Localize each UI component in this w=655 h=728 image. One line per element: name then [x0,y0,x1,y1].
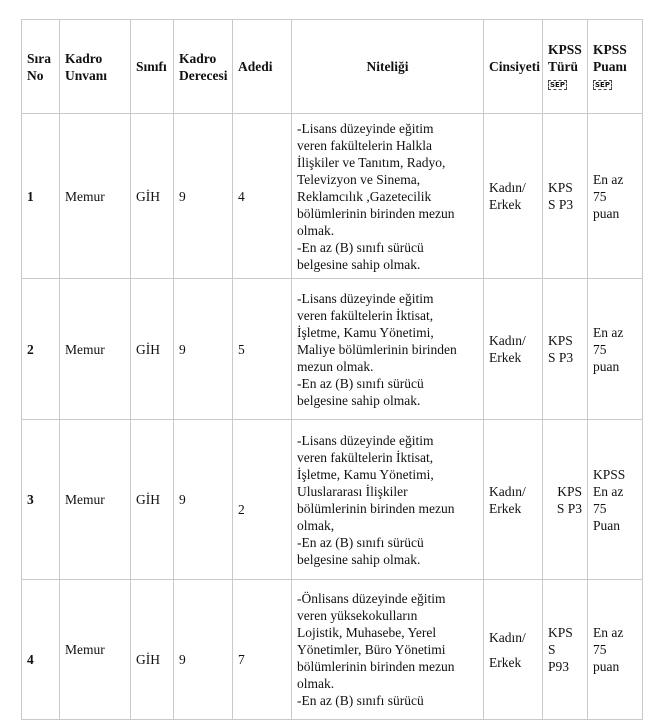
puan-line: En az [593,625,624,640]
niteligi-line: -En az (B) sınıfı sürücü [297,693,424,708]
cell-niteligi [292,580,484,720]
header-cinsiyeti: Cinsiyeti [484,20,543,114]
puan-line: 75 [593,188,607,204]
puan-line: En az [593,324,624,340]
cinsiyet-line: Erkek [489,350,522,365]
puan-line: puan [593,659,620,674]
niteligi-line: -Lisans düzeyinde eğitim [297,120,434,136]
kpss-turu-line: P93 [548,659,570,674]
cinsiyet-line: Kadın/ [489,333,526,348]
cell-sira-no: 1 [22,114,60,279]
kpss-turu-line: S P3 [556,500,582,516]
niteligi-line: mezun olmak. [297,358,374,374]
kpss-turu-line: KPS [557,483,582,499]
cell-kpss-puani [588,114,643,279]
kpss-turu-line: KPS [548,180,573,195]
table-row [22,420,643,580]
header-adedi: Adedi [233,20,292,114]
puan-line: KPSS [593,466,626,482]
cell-adedi: 7 [233,580,292,720]
header-kadro-derecesi: Kadro Derecesi [174,20,233,114]
cinsiyet-line: Erkek [489,500,522,516]
cell-sira-no: 2 [22,279,60,420]
niteligi-line: olmak. [297,222,335,238]
kpss-turu-line: S P3 [548,350,574,365]
cell-derece: 9 [174,114,233,279]
sep-glyph-icon: SEP [550,80,565,89]
cinsiyet-line: Kadın/ [489,483,526,499]
cell-cinsiyet [484,279,543,420]
header-sira-no: Sıra No [22,20,60,114]
table-row [22,114,643,279]
cell-unvan: Memur [60,114,131,279]
positions-table [21,19,643,720]
cinsiyet-line: Erkek [489,654,522,670]
niteligi-line: -En az (B) sınıfı sürücü [297,239,424,255]
cell-cinsiyet [484,420,543,580]
niteligi-line: -En az (B) sınıfı sürücü [297,534,424,550]
puan-line: Puan [593,517,620,533]
cell-adedi: 2 [233,420,292,580]
kpss-turu-line: KPS [548,333,573,348]
cell-sinif: GİH [131,580,174,720]
header-kpss-turu-label: KPSS Türü [548,42,582,74]
header-kpss-puani [588,20,643,114]
cell-kpss-turu [543,114,588,279]
cell-sinif: GİH [131,279,174,420]
niteligi-line: İlişkiler ve Tanıtım, Radyo, [297,154,446,170]
cell-adedi: 4 [233,114,292,279]
puan-line: En az [593,483,624,499]
niteligi-line: bölümlerinin birinden mezun [297,659,455,674]
niteligi-line: bölümlerinin birinden mezun [297,500,455,516]
cell-cinsiyet [484,114,543,279]
niteligi-line: olmak. [297,676,335,691]
niteligi-line: belgesine sahip olmak. [297,551,421,567]
cell-kpss-puani [588,420,643,580]
cell-sinif: GİH [131,114,174,279]
niteligi-line: Lojistik, Muhasebe, Yerel [297,625,437,640]
niteligi-line: Reklamcılık ,Gazetecilik [297,188,432,204]
cinsiyet-line: Kadın/ [489,180,526,195]
cell-unvan: Memur [60,279,131,420]
niteligi-line: Uluslararası İlişkiler [297,483,408,499]
niteligi-line: -En az (B) sınıfı sürücü [297,375,424,391]
cell-kpss-puani [588,580,643,720]
header-row [22,20,643,114]
sep-glyph-icon: SEP [595,80,610,89]
cell-niteligi [292,114,484,279]
puan-line: 75 [593,500,607,516]
header-sinifi: Sınıfı [131,20,174,114]
niteligi-line: veren fakültelerin İktisat, [297,307,434,323]
niteligi-line: Yönetimler, Büro Yönetimi [297,642,446,657]
cell-kpss-puani [588,279,643,420]
niteligi-line: veren fakültelerin İktisat, [297,449,434,465]
cinsiyet-line: Erkek [489,197,522,212]
puan-line: puan [593,205,620,221]
cell-niteligi [292,279,484,420]
header-niteligi: Niteliği [292,20,484,114]
puan-line: 75 [593,642,607,657]
puan-line: En az [593,171,624,187]
niteligi-line: İşletme, Kamu Yönetimi, [297,466,434,482]
niteligi-line: bölümlerinin birinden mezun [297,205,455,221]
cell-kpss-turu [543,420,588,580]
niteligi-line: belgesine sahip olmak. [297,392,421,408]
niteligi-line: Maliye bölümlerinin birinden [297,341,457,357]
header-kpss-puani-label: KPSS Puanı [593,42,627,74]
cell-sira-no: 3 [22,420,60,580]
cell-derece: 9 [174,279,233,420]
kpss-turu-line: S P3 [548,197,574,212]
niteligi-line: veren fakültelerin Halkla [297,137,432,153]
cell-kpss-turu [543,580,588,720]
cell-sira-no: 4 [22,580,60,720]
cell-cinsiyet [484,580,543,720]
niteligi-line: İşletme, Kamu Yönetimi, [297,324,434,340]
cell-derece: 9 [174,420,233,580]
cell-kpss-turu [543,279,588,420]
cell-unvan: Memur [60,580,131,720]
table-row [22,580,643,720]
table-row [22,279,643,420]
niteligi-line: veren yüksekokulların [297,608,418,623]
kpss-turu-line: S [548,642,556,657]
puan-line: 75 [593,341,607,357]
kpss-turu-line: KPS [548,625,573,640]
niteligi-line: -Lisans düzeyinde eğitim [297,432,434,448]
header-kpss-turu [543,20,588,114]
puan-line: puan [593,358,620,374]
cell-niteligi [292,420,484,580]
niteligi-line: belgesine sahip olmak. [297,256,421,272]
header-kadro-unvani: Kadro Unvanı [60,20,131,114]
cell-sinif: GİH [131,420,174,580]
cinsiyet-line: Kadın/ [489,629,526,645]
cell-unvan: Memur [60,420,131,580]
niteligi-line: -Lisans düzeyinde eğitim [297,290,434,306]
cell-adedi: 5 [233,279,292,420]
niteligi-line: olmak, [297,517,335,533]
niteligi-line: Televizyon ve Sinema, [297,171,421,187]
cell-derece: 9 [174,580,233,720]
niteligi-line: -Önlisans düzeyinde eğitim [297,591,446,606]
